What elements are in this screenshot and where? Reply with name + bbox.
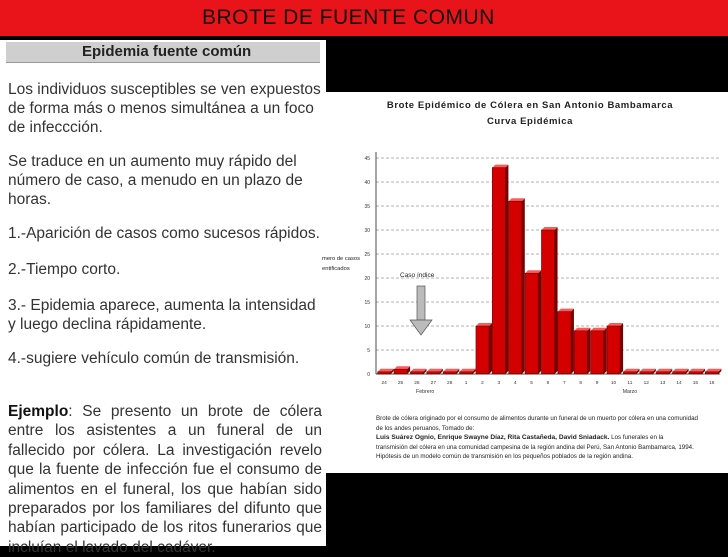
bar-side	[555, 227, 558, 374]
month-label-febrero: Febrero	[416, 389, 435, 395]
y-axis-label-line-1: mero de casos	[322, 256, 361, 262]
bar	[541, 230, 554, 374]
bar	[394, 369, 407, 374]
x-tick-label: 27	[430, 381, 437, 386]
chart-subtitle: Curva Epidémica	[486, 116, 574, 127]
x-tick-label: 28	[447, 381, 453, 386]
bar	[558, 312, 571, 374]
y-tick-label: 10	[364, 324, 370, 330]
y-axis-label-line-2: entificados	[322, 266, 350, 272]
bar-side	[522, 198, 525, 374]
bar	[607, 326, 620, 374]
left-text-panel	[0, 40, 326, 556]
example-paragraph	[8, 402, 322, 557]
bar-side	[587, 328, 590, 374]
chart-panel	[322, 92, 728, 473]
y-tick-label: 40	[364, 180, 370, 186]
x-tick-label: 10	[610, 381, 617, 386]
left-panel-heading-box	[6, 42, 320, 63]
x-tick-label: 24	[381, 381, 387, 386]
paragraph-point-4: 4.-sugiere vehículo común de transmisión.	[8, 350, 300, 367]
paragraph-exposure: Los individuos susceptibles se ven expuestos de forma más o menos simultánea a un foco de infeccción.	[8, 81, 321, 136]
annotation-caso-indice: Caso índice	[400, 272, 435, 279]
y-tick-label: 20	[364, 276, 370, 282]
y-tick-label: 45	[364, 156, 370, 162]
y-tick-label: 0	[367, 372, 370, 378]
bar-side	[489, 323, 492, 374]
bar	[509, 201, 522, 374]
x-tick-label: 7	[563, 381, 566, 386]
source-line-3: Los funerales en la	[609, 434, 664, 441]
y-tick-label: 5	[367, 348, 370, 354]
x-tick-label: 13	[659, 381, 666, 386]
x-tick-label: 16	[709, 381, 715, 386]
month-label-marzo: Marzo	[622, 389, 638, 395]
x-tick-label: 11	[627, 381, 633, 386]
example-text: : Se presento un brote de cólera entre los asistentes a un funeral de un fallecido por cólera. La investigación revelo que la fuente de infección fue el consumo de alimentos en el funeral, los que habían sido preparados por los familiares del difunto que habían participado de los ritos funerarios que incluían el lavado del cadáver.	[8, 403, 322, 556]
paragraph-point-1: 1.-Aparición de casos como sucesos rápidos.	[8, 225, 320, 242]
x-tick-label: 5	[530, 381, 533, 386]
y-tick-label: 35	[364, 204, 370, 210]
bar	[574, 331, 587, 374]
chart-source-note	[376, 414, 721, 462]
arrow-down-icon	[410, 286, 432, 335]
x-tick-label: 3	[497, 381, 501, 386]
x-tick-label: 2	[481, 381, 484, 386]
bar	[492, 168, 505, 374]
chart-title: Brote Epidémico de Cólera en San Antonio Bambamarca	[386, 100, 674, 111]
x-tick-label: 8	[579, 381, 583, 386]
x-tick-label: 26	[414, 381, 420, 386]
bar	[591, 331, 604, 374]
paragraph-rapid-increase: Se traduce en un aumento muy rápido del número de caso, a menudo en un plazo de horas.	[8, 153, 303, 208]
x-tick-label: 4	[513, 381, 517, 386]
title-bar	[0, 0, 728, 36]
source-line-5: Hipótesis de un modelo común de transmisión en los pequeños poblados de la región andina.	[376, 453, 633, 460]
y-tick-label: 15	[364, 300, 370, 306]
paragraph-point-3: 3.- Epidemia aparece, aumenta la intensidad y luego declina rápidamente.	[8, 297, 316, 333]
y-tick-label: 25	[364, 252, 370, 258]
source-authors: Luis Suárez Ognio, Enrique Swayne Díaz, Rita Castañeda, David Sniadack.	[376, 434, 610, 441]
bar-side	[620, 323, 623, 374]
x-tick-label: 9	[595, 381, 599, 386]
paragraph-point-2: 2.-Tiempo corto.	[8, 261, 121, 278]
x-tick-label: 12	[643, 381, 649, 386]
left-panel-heading: Epidemia fuente común	[82, 43, 252, 60]
example-label: Ejemplo	[8, 403, 69, 420]
x-tick-label: 14	[676, 381, 682, 386]
y-tick-label: 30	[364, 228, 370, 234]
slide-title: BROTE DE FUENTE COMUN	[202, 6, 495, 29]
x-tick-label: 25	[397, 381, 404, 386]
bar-side	[505, 165, 508, 374]
x-tick-label: 6	[546, 381, 550, 386]
bar-side	[538, 270, 541, 374]
bar	[525, 273, 538, 374]
source-line-4: transmisión del cólera en una comunidad campesina de la región andina del Perú, San Antonio Bambamarca, 1994.	[376, 443, 694, 451]
x-tick-label: 1	[464, 381, 468, 386]
epidemic-curve-chart	[322, 92, 728, 410]
bar	[476, 326, 489, 374]
bar-side	[571, 309, 574, 374]
source-line-1: Brote de cólera originado por el consumo de alimentos durante un funeral de un muerto por cólera en una comunidad	[376, 415, 698, 422]
x-tick-label: 15	[692, 381, 699, 386]
source-line-2: de los andes peruanos, Tomado de:	[376, 424, 475, 432]
bar-side	[604, 328, 607, 374]
